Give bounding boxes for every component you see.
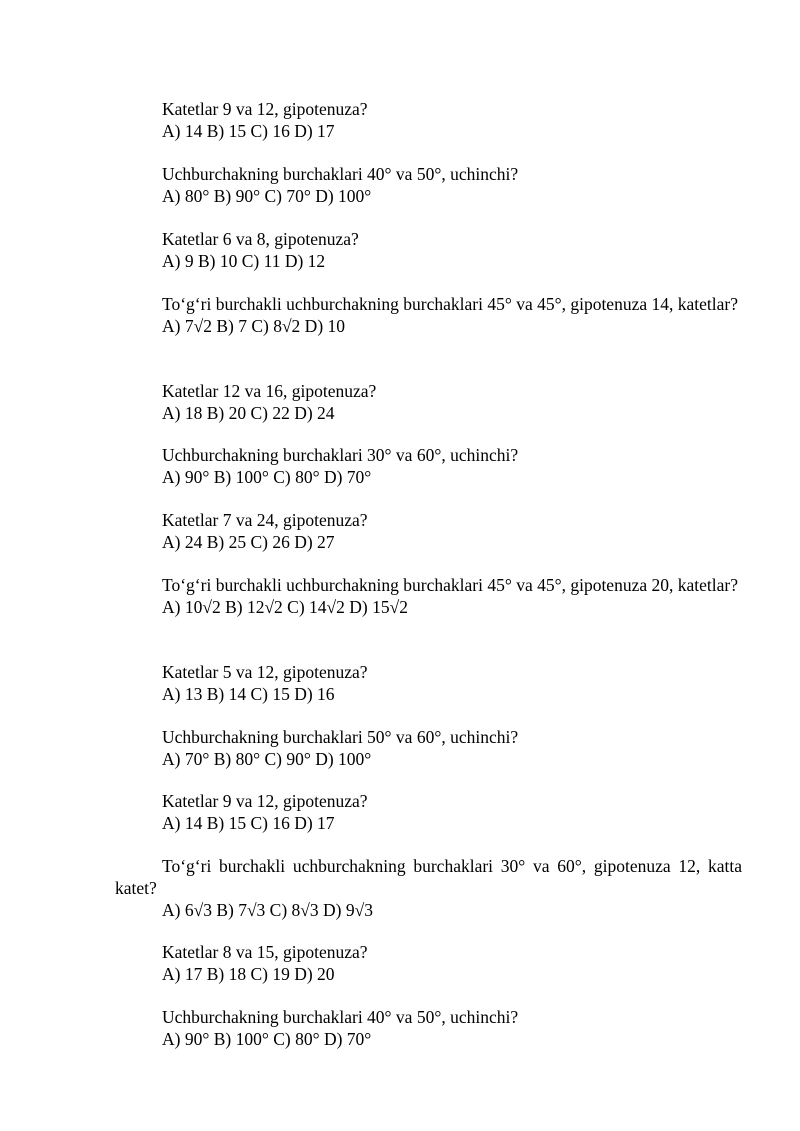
question-4 bbox=[115, 293, 742, 337]
answer-options: A) 90° B) 100° C) 80° D) 70° bbox=[162, 467, 372, 487]
answer-options: A) 80° B) 90° C) 70° D) 100° bbox=[162, 186, 372, 206]
question-text: To‘g‘ri burchakli uchburchakning burchaklari 45° va 45°, gipotenuza 20, katetlar? bbox=[162, 575, 738, 595]
answer-options: A) 70° B) 80° C) 90° D) 100° bbox=[162, 749, 372, 769]
answer-options: A) 17 B) 18 C) 19 D) 20 bbox=[162, 964, 335, 984]
question-11 bbox=[115, 790, 742, 834]
question-6 bbox=[115, 444, 742, 488]
question-3 bbox=[115, 228, 742, 272]
question-14 bbox=[115, 1006, 742, 1050]
question-text: Uchburchakning burchaklari 30° va 60°, uchinchi? bbox=[162, 445, 519, 465]
answer-options: A) 90° B) 100° C) 80° D) 70° bbox=[162, 1029, 372, 1049]
question-12 bbox=[115, 855, 742, 921]
answer-options: A) 18 B) 20 C) 22 D) 24 bbox=[162, 403, 335, 423]
question-text: Katetlar 9 va 12, gipotenuza? bbox=[162, 99, 368, 119]
question-text: Katetlar 8 va 15, gipotenuza? bbox=[162, 942, 368, 962]
question-7 bbox=[115, 509, 742, 553]
question-13 bbox=[115, 941, 742, 985]
question-text: Katetlar 7 va 24, gipotenuza? bbox=[162, 510, 368, 530]
question-text: Katetlar 6 va 8, gipotenuza? bbox=[162, 229, 359, 249]
answer-options: A) 14 B) 15 C) 16 D) 17 bbox=[162, 813, 335, 833]
answer-options: A) 24 B) 25 C) 26 D) 27 bbox=[162, 532, 335, 552]
question-text: To‘g‘ri burchakli uchburchakning burchaklari 30° va 60°, gipotenuza 12, katta katet? bbox=[115, 856, 742, 898]
question-text: Uchburchakning burchaklari 50° va 60°, uchinchi? bbox=[162, 727, 519, 747]
question-8 bbox=[115, 574, 742, 618]
question-text: Katetlar 9 va 12, gipotenuza? bbox=[162, 791, 368, 811]
question-9 bbox=[115, 661, 742, 705]
answer-options: A) 6√3 B) 7√3 C) 8√3 D) 9√3 bbox=[162, 900, 373, 920]
answer-options: A) 7√2 B) 7 C) 8√2 D) 10 bbox=[162, 316, 346, 336]
answer-options: A) 9 B) 10 C) 11 D) 12 bbox=[162, 251, 326, 271]
question-1 bbox=[115, 98, 742, 142]
question-2 bbox=[115, 163, 742, 207]
question-text: To‘g‘ri burchakli uchburchakning burchaklari 45° va 45°, gipotenuza 14, katetlar? bbox=[162, 294, 738, 314]
answer-options: A) 14 B) 15 C) 16 D) 17 bbox=[162, 121, 335, 141]
question-5 bbox=[115, 380, 742, 424]
question-text: Katetlar 12 va 16, gipotenuza? bbox=[162, 381, 377, 401]
question-text: Uchburchakning burchaklari 40° va 50°, uchinchi? bbox=[162, 1007, 519, 1027]
question-text: Katetlar 5 va 12, gipotenuza? bbox=[162, 662, 368, 682]
question-10 bbox=[115, 726, 742, 770]
answer-options: A) 13 B) 14 C) 15 D) 16 bbox=[162, 684, 335, 704]
answer-options: A) 10√2 B) 12√2 C) 14√2 D) 15√2 bbox=[162, 597, 408, 617]
question-text: Uchburchakning burchaklari 40° va 50°, uchinchi? bbox=[162, 164, 519, 184]
